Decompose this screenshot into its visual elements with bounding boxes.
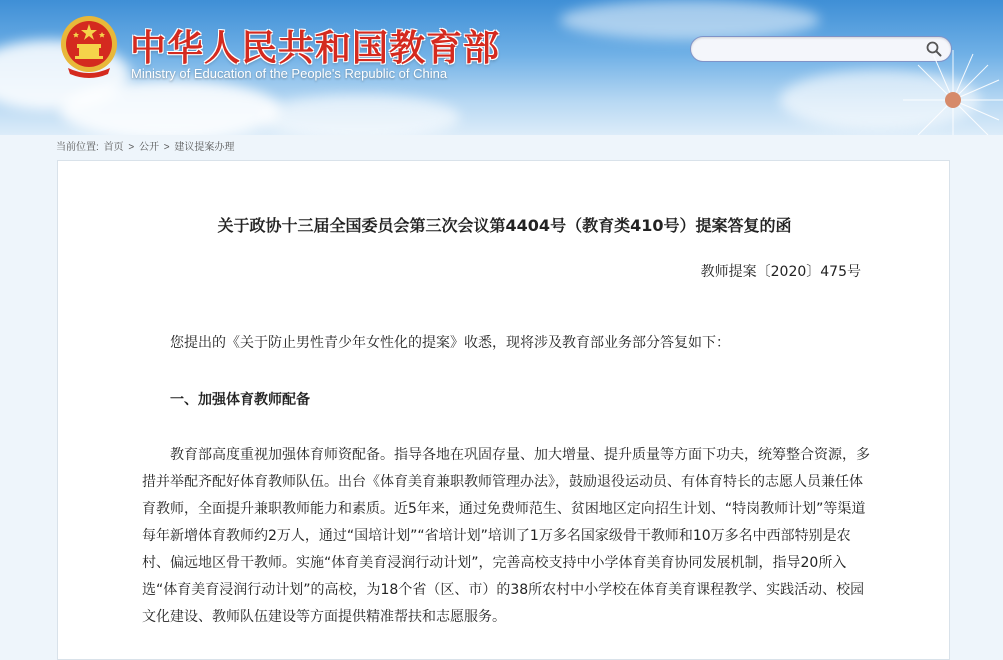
cloud-decoration — [260, 95, 460, 135]
breadcrumb — [56, 138, 236, 153]
section-heading: 一、加强体育教师配备 — [170, 392, 310, 408]
cloud-decoration — [60, 80, 280, 135]
site-subtitle: Ministry of Education of the People's Republic of China — [131, 66, 448, 81]
breadcrumb-home[interactable]: 首页 — [103, 142, 124, 153]
breadcrumb-proposals[interactable]: 建议提案办理 — [174, 142, 235, 153]
breadcrumb-label: 当前位置: — [56, 142, 99, 153]
search-input[interactable] — [701, 40, 920, 60]
site-header — [0, 0, 1003, 135]
national-emblem-icon — [58, 14, 120, 80]
article-title: 关于政协十三届全国委员会第三次会议第4404号（教育类410号）提案答复的函 — [217, 216, 792, 235]
breadcrumb-public[interactable]: 公开 — [138, 142, 159, 153]
breadcrumb-separator: > — [128, 142, 135, 153]
dandelion-decoration-icon — [893, 40, 1003, 135]
cloud-decoration — [560, 0, 820, 40]
site-title: 中华人民共和国教育部 — [130, 28, 501, 69]
breadcrumb-separator: > — [163, 142, 170, 153]
article-panel — [57, 160, 950, 660]
document-number: 教师提案〔2020〕475号 — [700, 264, 861, 280]
body-paragraph: 教育部高度重视加强体育师资配备。指导各地在巩固存量、加大增量、提升质量等方面下功夫，统筹整合资源，多措并举配齐配好体育教师队伍。出台《体育美育兼职教师管理办法》，鼓励退役运动员、有体育特长的志愿人员兼任体育教师，全面提升兼职教师能力和素质。近5年来，通过免费师范生、贫困地区定向招生计划、“特岗教师计划”等渠道每年新增体育教师约2万人，通过“国培计划”“省培计划”培训了1万多名国家级骨干教师和10万多名中西部特别是农村、偏远地区骨干教师。实施“体育美育浸润行动计划”，完善高校支持中小学体育美育协同发展机制，指导20所入选“体育美育浸润行动计划”的高校，为18个省（区、市）的38所农村中小学校在体育美育课程教学、实践活动、校园文化建设、教师队伍建设等方面提供精准帮扶和志愿服务。 — [142, 447, 870, 625]
intro-paragraph: 您提出的《关于防止男性青少年女性化的提案》收悉，现将涉及教育部业务部分答复如下： — [170, 335, 730, 351]
